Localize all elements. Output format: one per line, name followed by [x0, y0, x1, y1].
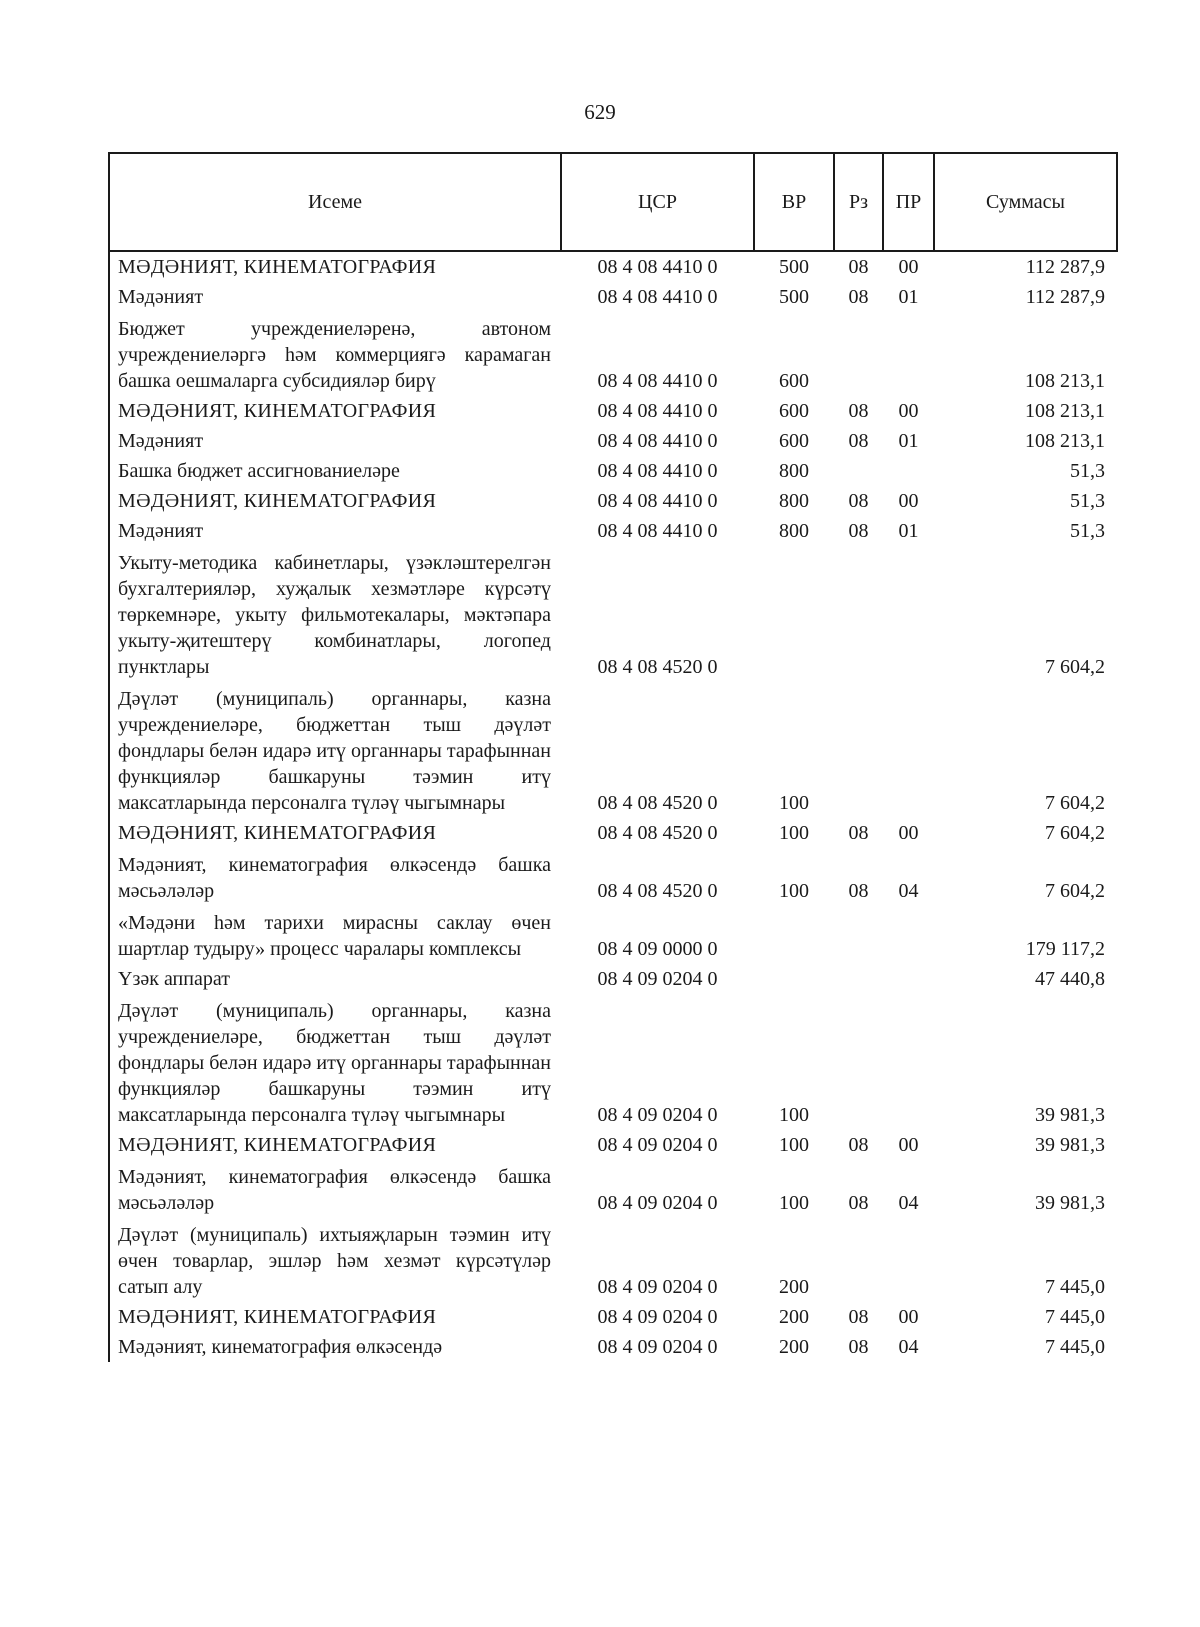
row-rz-code: 08 — [848, 286, 869, 308]
row-rz-code — [834, 456, 883, 486]
row-pr-code — [883, 1218, 934, 1302]
row-amount: 7 445,0 — [1045, 1336, 1105, 1358]
row-vr-code: 600 — [779, 400, 809, 422]
row-amount: 51,3 — [1070, 490, 1105, 512]
row-vr-code: 500 — [779, 256, 809, 278]
row-pr-code: 01 — [898, 430, 919, 452]
row-name: МӘДӘНИЯТ, КИНЕМАТОГРАФИЯ — [109, 396, 561, 426]
row-csr-code: 08 4 09 0000 0 — [597, 938, 718, 960]
table-row — [109, 848, 1117, 906]
row-pr-code: 01 — [898, 286, 919, 308]
table-row — [109, 426, 1117, 456]
row-amount: 7 604,2 — [1045, 880, 1105, 902]
table-row — [109, 1130, 1117, 1160]
row-rz-code: 08 — [848, 430, 869, 452]
table-row — [109, 251, 1117, 282]
table-row — [109, 1332, 1117, 1362]
header-csr: ЦСР — [561, 153, 754, 251]
row-vr-code: 100 — [779, 1192, 809, 1214]
row-name: МӘДӘНИЯТ, КИНЕМАТОГРАФИЯ — [109, 486, 561, 516]
table-row — [109, 312, 1117, 396]
row-name: Мәдәният, кинематография өлкәсендә — [109, 1332, 561, 1362]
row-amount: 7 604,2 — [1045, 822, 1105, 844]
row-csr-code: 08 4 09 0204 0 — [597, 1336, 718, 1358]
row-csr-code: 08 4 08 4410 0 — [597, 460, 718, 482]
row-vr-code: 200 — [779, 1276, 809, 1298]
row-amount: 108 213,1 — [1025, 400, 1105, 422]
table-header — [109, 153, 1117, 251]
row-amount: 179 117,2 — [1025, 938, 1105, 960]
row-csr-code: 08 4 08 4520 0 — [597, 656, 718, 678]
row-rz-code: 08 — [848, 822, 869, 844]
row-rz-code: 08 — [848, 880, 869, 902]
row-vr-code: 200 — [779, 1306, 809, 1328]
row-name: Мәдәният — [109, 516, 561, 546]
row-pr-code — [883, 964, 934, 994]
table-row — [109, 964, 1117, 994]
row-vr-code — [754, 906, 834, 964]
row-name: «Мәдәни һәм тарихи мирасны саклау өчен шартлар тудыру» процесс чаралары комплексы — [109, 906, 561, 964]
row-vr-code: 600 — [779, 370, 809, 392]
table-row — [109, 994, 1117, 1130]
row-csr-code: 08 4 08 4410 0 — [597, 430, 718, 452]
row-rz-code: 08 — [848, 256, 869, 278]
row-vr-code: 800 — [779, 520, 809, 542]
row-csr-code: 08 4 09 0204 0 — [597, 968, 718, 990]
row-name: Башка бюджет ассигнованиеләре — [109, 456, 561, 486]
row-csr-code: 08 4 08 4410 0 — [597, 370, 718, 392]
row-rz-code: 08 — [848, 490, 869, 512]
row-pr-code: 00 — [898, 1306, 919, 1328]
row-pr-code — [883, 682, 934, 818]
row-pr-code: 00 — [898, 490, 919, 512]
row-name: Укыту-методика кабинетлары, үзәкләштерелгән бухгалтерияләр, хуҗалык хезмәтләре күрсәтү төркемнәре, укыту фильмотекалары, мәктәпара укыту-җитештерү комбинатлары, логопед пунктлары — [109, 546, 561, 682]
row-name: Мәдәният, кинематография өлкәсендә башка мәсьәләләр — [109, 1160, 561, 1218]
row-csr-code: 08 4 09 0204 0 — [597, 1104, 718, 1126]
row-amount: 7 445,0 — [1045, 1306, 1105, 1328]
row-rz-code — [834, 964, 883, 994]
row-rz-code — [834, 312, 883, 396]
table-row — [109, 1160, 1117, 1218]
row-amount: 7 445,0 — [1045, 1276, 1105, 1298]
row-rz-code: 08 — [848, 1192, 869, 1214]
row-pr-code: 00 — [898, 256, 919, 278]
row-name: МӘДӘНИЯТ, КИНЕМАТОГРАФИЯ — [109, 1302, 561, 1332]
row-vr-code: 100 — [779, 1134, 809, 1156]
row-vr-code: 500 — [779, 286, 809, 308]
row-rz-code — [834, 1218, 883, 1302]
row-pr-code: 04 — [898, 1336, 919, 1358]
row-vr-code: 800 — [779, 490, 809, 512]
row-name: Дәүләт (муниципаль) органнары, казна учреждениеләре, бюджеттан тыш дәүләт фондлары белән идарә итү органнары тарафыннан функцияләр башкаруны тәэмин итү максатларында персоналга түләү чыгымнары — [109, 994, 561, 1130]
row-vr-code: 600 — [779, 430, 809, 452]
row-pr-code — [883, 456, 934, 486]
table-row — [109, 396, 1117, 426]
header-name: Исеме — [109, 153, 561, 251]
row-csr-code: 08 4 09 0204 0 — [597, 1134, 718, 1156]
row-csr-code: 08 4 08 4410 0 — [597, 520, 718, 542]
row-name: Дәүләт (муниципаль) ихтыяҗларын тәэмин итү өчен товарлар, эшләр һәм хезмәт күрсәтүләр сатып алу — [109, 1218, 561, 1302]
row-csr-code: 08 4 08 4410 0 — [597, 400, 718, 422]
header-pr: ПР — [883, 153, 934, 251]
row-amount: 39 981,3 — [1035, 1104, 1105, 1126]
table-body — [109, 251, 1117, 1362]
row-amount: 108 213,1 — [1025, 430, 1105, 452]
header-vr: ВР — [754, 153, 834, 251]
row-name: Дәүләт (муниципаль) органнары, казна учреждениеләре, бюджеттан тыш дәүләт фондлары белән идарә итү органнары тарафыннан функцияләр башкаруны тәэмин итү максатларында персоналга түләү чыгымнары — [109, 682, 561, 818]
row-amount: 51,3 — [1070, 520, 1105, 542]
row-rz-code: 08 — [848, 1134, 869, 1156]
row-name: Үзәк аппарат — [109, 964, 561, 994]
table-row — [109, 546, 1117, 682]
header-rz: Рз — [834, 153, 883, 251]
table-row — [109, 682, 1117, 818]
table-row — [109, 516, 1117, 546]
row-csr-code: 08 4 08 4520 0 — [597, 822, 718, 844]
row-amount: 108 213,1 — [1025, 370, 1105, 392]
row-vr-code — [754, 546, 834, 682]
row-amount: 112 287,9 — [1025, 256, 1105, 278]
row-name: Бюджет учреждениеләренә, автоном учреждениеләргә һәм коммерциягә карамаган башка оешмаларга субсидияләр бирү — [109, 312, 561, 396]
row-csr-code: 08 4 08 4520 0 — [597, 792, 718, 814]
row-csr-code: 08 4 08 4410 0 — [597, 490, 718, 512]
budget-table — [108, 152, 1118, 1362]
row-pr-code — [883, 546, 934, 682]
row-csr-code: 08 4 08 4520 0 — [597, 880, 718, 902]
row-vr-code: 100 — [779, 822, 809, 844]
row-amount: 112 287,9 — [1025, 286, 1105, 308]
row-amount: 39 981,3 — [1035, 1192, 1105, 1214]
row-pr-code — [883, 312, 934, 396]
row-pr-code: 00 — [898, 400, 919, 422]
row-pr-code: 01 — [898, 520, 919, 542]
page-number: 629 — [584, 100, 616, 124]
row-amount: 47 440,8 — [1035, 968, 1105, 990]
row-name: Мәдәният — [109, 426, 561, 456]
row-vr-code: 100 — [779, 1104, 809, 1126]
row-pr-code: 00 — [898, 1134, 919, 1156]
row-vr-code: 200 — [779, 1336, 809, 1358]
row-name: Мәдәният, кинематография өлкәсендә башка мәсьәләләр — [109, 848, 561, 906]
row-amount: 39 981,3 — [1035, 1134, 1105, 1156]
row-rz-code: 08 — [848, 1306, 869, 1328]
row-pr-code: 00 — [898, 822, 919, 844]
table-row — [109, 1302, 1117, 1332]
row-vr-code — [754, 964, 834, 994]
row-pr-code — [883, 994, 934, 1130]
table-row — [109, 818, 1117, 848]
table-row — [109, 282, 1117, 312]
row-name: МӘДӘНИЯТ, КИНЕМАТОГРАФИЯ — [109, 818, 561, 848]
row-rz-code: 08 — [848, 400, 869, 422]
row-rz-code — [834, 906, 883, 964]
row-rz-code — [834, 682, 883, 818]
table-row — [109, 906, 1117, 964]
row-vr-code: 100 — [779, 792, 809, 814]
row-vr-code: 100 — [779, 880, 809, 902]
table-row — [109, 456, 1117, 486]
header-sum: Суммасы — [934, 153, 1117, 251]
row-name: МӘДӘНИЯТ, КИНЕМАТОГРАФИЯ — [109, 251, 561, 282]
table-row — [109, 486, 1117, 516]
row-name: Мәдәният — [109, 282, 561, 312]
row-csr-code: 08 4 09 0204 0 — [597, 1192, 718, 1214]
row-amount: 7 604,2 — [1045, 792, 1105, 814]
row-pr-code: 04 — [898, 1192, 919, 1214]
row-rz-code — [834, 994, 883, 1130]
row-name: МӘДӘНИЯТ, КИНЕМАТОГРАФИЯ — [109, 1130, 561, 1160]
row-vr-code: 800 — [779, 460, 809, 482]
row-amount: 7 604,2 — [1045, 656, 1105, 678]
row-pr-code — [883, 906, 934, 964]
row-rz-code — [834, 546, 883, 682]
row-pr-code: 04 — [898, 880, 919, 902]
row-csr-code: 08 4 09 0204 0 — [597, 1306, 718, 1328]
row-csr-code: 08 4 08 4410 0 — [597, 256, 718, 278]
table-row — [109, 1218, 1117, 1302]
row-rz-code: 08 — [848, 1336, 869, 1358]
row-rz-code: 08 — [848, 520, 869, 542]
row-csr-code: 08 4 08 4410 0 — [597, 286, 718, 308]
row-csr-code: 08 4 09 0204 0 — [597, 1276, 718, 1298]
row-amount: 51,3 — [1070, 460, 1105, 482]
